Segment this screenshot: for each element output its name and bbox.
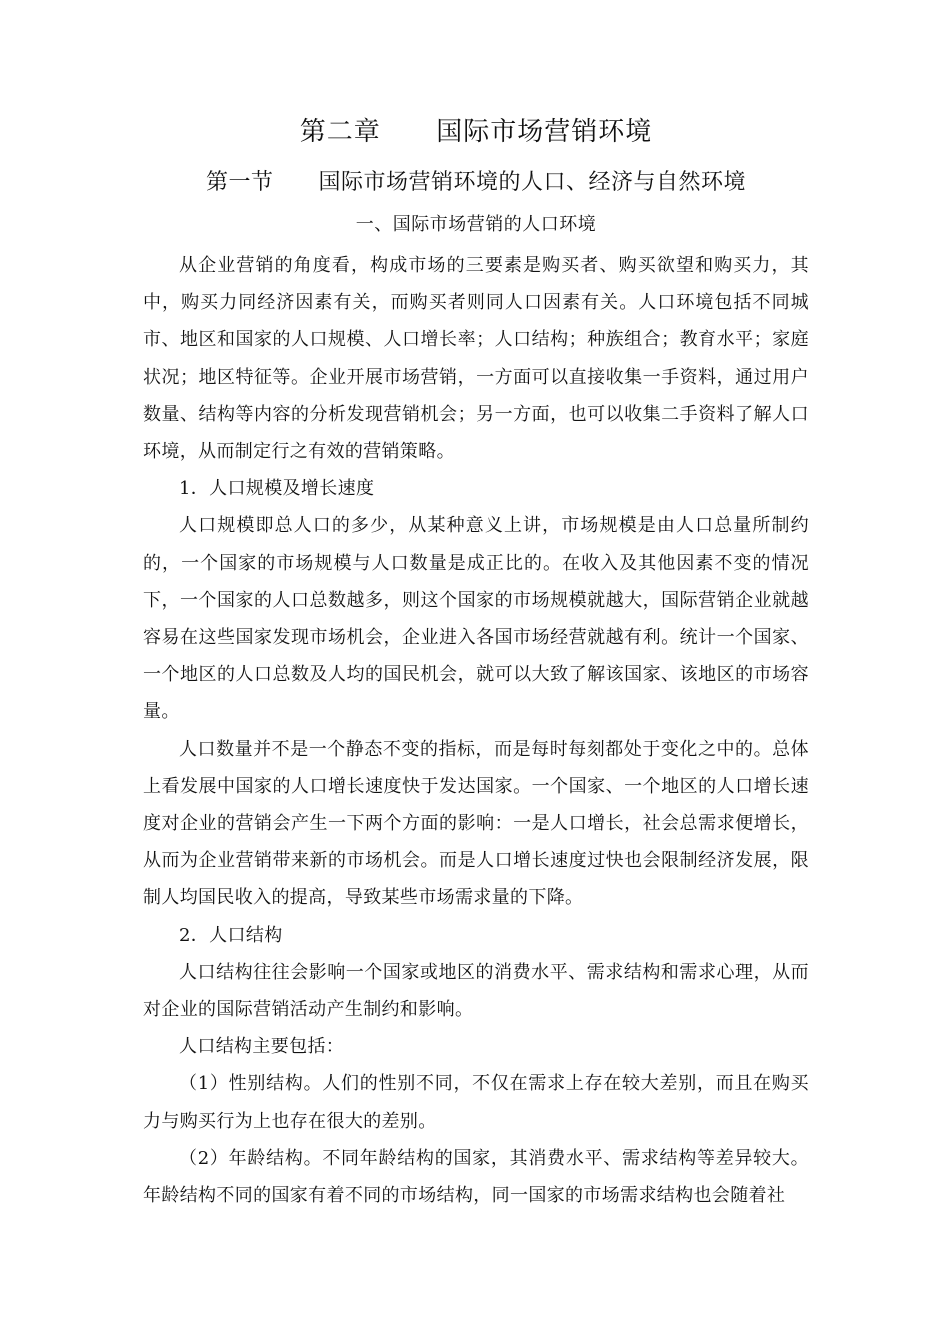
paragraph-population-growth: 人口数量并不是一个静态不变的指标，而是每时每刻都处于变化之中的。总体上看发展中国家的人口增长速度快于发达国家。一个国家、一个地区的人口增长速度对企业的营销会产生一下两个方面的影响：一是人口增长，社会总需求便增长，从而为企业营销带来新的市场机会。而是人口增长速度过快也会限制经济发展，限制人均国民收入的提高，导致某些市场需求量的下降。 [143,738,809,909]
chapter-title: 第二章 国际市场营销环境 [299,117,653,147]
paragraph-population-size: 人口规模即总人口的多少，从某种意义上讲，市场规模是由人口总量所制约的，一个国家的市场规模与人口数量是成正比的。在收入及其他因素不变的情况下，一个国家的人口总数越多，则这个国家的市场规模就越大，国际营销企业就越容易在这些国家发现市场机会，企业进入各国市场经营就越有利。统计一个国家、一个地区的人口总数及人均的国民机会，就可以大致了解该国家、该地区的市场容量。 [143,515,809,723]
paragraph-age-structure: （2）年龄结构。不同年龄结构的国家，其消费水平、需求结构等差异较大。年龄结构不同的国家有着不同的市场结构，同一国家的市场需求结构也会随着社 [143,1147,809,1207]
paragraph-structure-includes: 人口结构主要包括： [179,1036,345,1058]
document-page [143,112,809,1214]
section-title: 第一节 国际市场营销环境的人口、经济与自然环境 [206,170,746,195]
subsection-title: 一、国际市场营销的人口环境 [355,214,597,235]
heading-population-structure: 2．人口结构 [179,924,283,946]
paragraph-gender-structure: （1）性别结构。人们的性别不同，不仅在需求上存在较大差别，而且在购买力与购买行为上也存在很大的差别。 [143,1073,809,1132]
paragraph-intro: 从企业营销的角度看，构成市场的三要素是购买者、购买欲望和购买力，其中，购买力同经济因素有关，而购买者则同人口因素有关。人口环境包括不同城市、地区和国家的人口规模、人口增长率；人口结构；种族组合；教育水平；家庭状况；地区特征等。企业开展市场营销，一方面可以直接收集一手资料，通过用户数量、结构等内容的分析发现营销机会；另一方面，也可以收集二手资料了解人口环境，从而制定行之有效的营销策略。 [143,255,809,463]
paragraph-structure-impact: 人口结构往往会影响一个国家或地区的消费水平、需求结构和需求心理，从而对企业的国际营销活动产生制约和影响。 [143,961,809,1021]
heading-population-size: 1．人口规模及增长速度 [179,478,375,500]
